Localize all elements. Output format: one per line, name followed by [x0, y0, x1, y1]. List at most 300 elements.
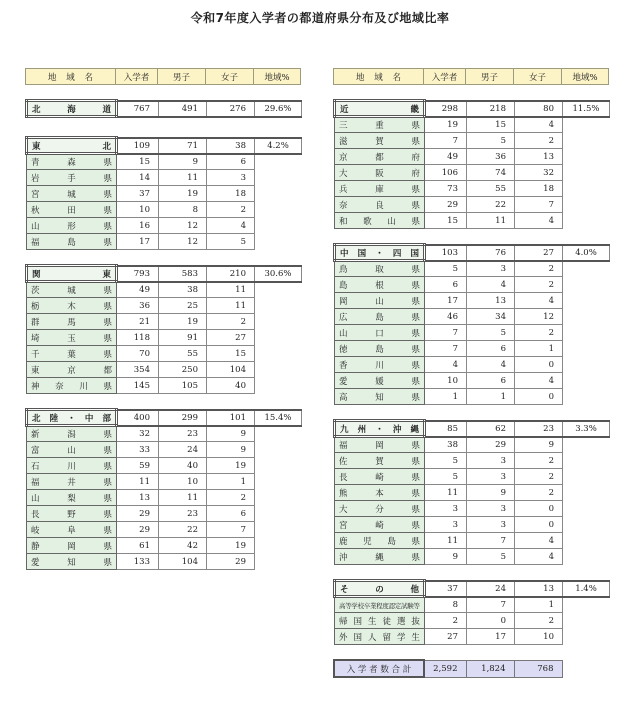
female-cell: 0 [515, 501, 563, 517]
female-cell: 10 [515, 629, 563, 645]
region-name-text [31, 540, 112, 552]
percent-cell: 15.4% [255, 410, 302, 426]
name-char: 鳥 [339, 265, 348, 275]
male-cell: 3 [467, 453, 515, 469]
male-cell: 34 [467, 309, 515, 325]
region-name-text [31, 524, 112, 536]
grand-total-male: 1,824 [466, 660, 514, 677]
prefecture-row [27, 234, 302, 250]
region-name [27, 330, 117, 346]
name-char: 長 [339, 472, 348, 483]
header-char: 域 [374, 72, 383, 83]
name-char: 歌 [363, 216, 372, 227]
female-cell: 13 [515, 149, 563, 165]
left-column [25, 68, 300, 580]
empty-cell [563, 277, 610, 293]
name-char: 知 [67, 557, 76, 568]
name-char: 宮 [31, 189, 40, 200]
empty-cell [563, 197, 610, 213]
total-cell: 29 [117, 506, 159, 522]
empty-cell [563, 357, 610, 373]
male-cell: 25 [159, 298, 207, 314]
total-cell: 49 [425, 149, 467, 165]
female-cell: 2 [515, 613, 563, 629]
name-char: ・ [375, 248, 384, 259]
prefecture-row [335, 597, 610, 613]
name-char: 県 [103, 158, 112, 168]
male-cell: 38 [159, 282, 207, 298]
region-name-text [31, 492, 112, 504]
female-cell: 19 [207, 538, 255, 554]
prefecture-row [335, 117, 610, 133]
name-char: 九 [340, 424, 349, 435]
total-cell: 32 [117, 426, 159, 442]
empty-cell [255, 474, 302, 490]
region-name [335, 549, 425, 565]
empty-cell [255, 362, 302, 378]
female-cell: 2 [515, 453, 563, 469]
name-char: 庫 [375, 184, 384, 195]
male-cell: 9 [159, 154, 207, 170]
female-cell: 4 [207, 218, 255, 234]
name-char: 崎 [375, 520, 384, 531]
male-cell: 23 [159, 426, 207, 442]
region-name-text [339, 119, 420, 131]
prefecture-row [335, 517, 610, 533]
region-name [27, 298, 117, 314]
empty-cell [255, 298, 302, 314]
region-name [335, 501, 425, 517]
empty-cell [255, 186, 302, 202]
female-cell: 18 [515, 181, 563, 197]
region-name [335, 437, 425, 453]
empty-cell [563, 597, 610, 613]
prefecture-row [335, 197, 610, 213]
male-cell: 5 [467, 325, 515, 341]
total-cell: 109 [117, 138, 159, 154]
name-char: 国 [357, 248, 367, 259]
region-name-text [339, 535, 420, 547]
region-name-text [32, 103, 111, 115]
female-cell: 104 [207, 362, 255, 378]
region-group [333, 419, 610, 565]
region-name-text [31, 348, 112, 360]
prefecture-row [335, 501, 610, 517]
name-char: 国 [353, 632, 362, 643]
name-char: 岐 [31, 525, 40, 536]
empty-cell [563, 117, 610, 133]
name-char: 府 [411, 152, 420, 163]
name-char: 府 [411, 168, 420, 179]
name-char: 良 [375, 200, 384, 211]
name-char: 山 [67, 445, 76, 456]
name-char: 帰 [339, 616, 348, 627]
female-cell: 0 [515, 357, 563, 373]
name-char: 選 [396, 616, 406, 627]
prefecture-row [335, 165, 610, 181]
male-cell: 6 [467, 341, 515, 357]
region-name [335, 629, 425, 645]
total-cell: 16 [117, 218, 159, 234]
name-char: 県 [103, 189, 112, 200]
region-group [333, 243, 610, 405]
empty-cell [563, 469, 610, 485]
region-name [27, 266, 117, 282]
region-name [27, 538, 117, 554]
prefecture-row [335, 613, 610, 629]
header-region [334, 69, 424, 85]
prefecture-row [335, 309, 610, 325]
female-cell: 18 [207, 186, 255, 202]
name-char: 広 [339, 312, 348, 323]
region-group [25, 136, 302, 250]
name-char: 海 [67, 104, 76, 115]
name-char: 梨 [67, 493, 76, 504]
total-cell: 19 [425, 117, 467, 133]
region-name-text [339, 263, 420, 275]
total-cell: 8 [425, 597, 467, 613]
name-char: 県 [411, 216, 420, 227]
name-char: 沖 [392, 424, 402, 435]
region-name [27, 202, 117, 218]
name-char: 東 [32, 141, 41, 152]
region-name [27, 410, 117, 426]
name-char: 都 [103, 365, 112, 376]
male-cell: 3 [467, 261, 515, 277]
male-cell: 218 [467, 101, 515, 117]
region-name-text [339, 135, 420, 147]
empty-cell [563, 613, 610, 629]
name-char: 山 [31, 493, 40, 504]
female-cell: 7 [207, 522, 255, 538]
prefecture-row [27, 330, 302, 346]
region-name [335, 485, 425, 501]
empty-cell [563, 517, 610, 533]
empty-cell [255, 330, 302, 346]
male-cell: 1 [467, 389, 515, 405]
name-char: 長 [31, 509, 40, 520]
percent-cell: 4.2% [255, 138, 302, 154]
empty-cell [563, 181, 610, 197]
grand-total-label: 入 学 者 数 合 計 [334, 660, 424, 677]
region-name [335, 357, 425, 373]
male-cell: 3 [467, 517, 515, 533]
prefecture-row [27, 202, 302, 218]
male-cell: 11 [159, 170, 207, 186]
region-name-text [339, 601, 420, 610]
name-char: 本 [375, 488, 384, 499]
prefecture-row [335, 213, 610, 229]
name-char: 県 [411, 265, 420, 275]
male-cell: 55 [159, 346, 207, 362]
female-cell: 1 [207, 474, 255, 490]
male-cell: 6 [467, 373, 515, 389]
female-cell: 101 [207, 410, 255, 426]
region-name [335, 341, 425, 357]
header-char: 地 [48, 72, 57, 83]
name-char: 木 [67, 301, 76, 312]
name-char: 島 [375, 344, 384, 355]
region-name [27, 282, 117, 298]
region-name-text [31, 284, 112, 296]
name-char: 県 [103, 445, 112, 456]
total-cell: 17 [425, 293, 467, 309]
total-cell: 7 [425, 133, 467, 149]
name-char: 県 [103, 349, 112, 360]
empty-cell [563, 549, 610, 565]
total-cell: 106 [425, 165, 467, 181]
name-char: 岡 [67, 541, 76, 552]
region-name [335, 117, 425, 133]
female-cell: 23 [515, 421, 563, 437]
total-cell: 7 [425, 341, 467, 357]
total-cell: 133 [117, 554, 159, 570]
name-char: 栃 [31, 301, 40, 312]
region-name-text [31, 508, 112, 520]
region-name-text [31, 332, 112, 344]
total-cell: 27 [425, 629, 467, 645]
female-cell: 32 [515, 165, 563, 181]
name-char: 川 [375, 360, 384, 371]
name-char: 形 [67, 221, 76, 232]
name-char: 知 [375, 392, 384, 403]
name-char: 県 [103, 173, 112, 184]
prefecture-row [27, 490, 302, 506]
name-char: 川 [79, 381, 88, 392]
prefecture-row [27, 442, 302, 458]
name-char: 留 [382, 632, 391, 643]
female-cell: 1 [515, 341, 563, 357]
total-cell: 400 [117, 410, 159, 426]
header-male: 男子 [466, 69, 514, 85]
prefecture-row [335, 373, 610, 389]
name-char: 福 [31, 237, 40, 248]
total-cell: 118 [117, 330, 159, 346]
male-cell: 5 [467, 133, 515, 149]
region-name [27, 234, 117, 250]
region-name-text [31, 444, 112, 456]
region-name-text [339, 343, 420, 355]
empty-cell [255, 506, 302, 522]
prefecture-row [335, 261, 610, 277]
male-cell: 91 [159, 330, 207, 346]
region-name-text [31, 476, 112, 488]
grand-total-female: 768 [514, 660, 562, 677]
name-char: 関 [32, 269, 41, 280]
name-char: 井 [67, 477, 76, 488]
prefecture-row [335, 437, 610, 453]
empty-cell [563, 309, 610, 325]
male-cell: 13 [467, 293, 515, 309]
region-name [27, 474, 117, 490]
total-cell: 3 [425, 517, 467, 533]
empty-cell [563, 293, 610, 309]
empty-cell [255, 554, 302, 570]
female-cell: 2 [515, 133, 563, 149]
prefecture-row [27, 522, 302, 538]
total-cell: 5 [425, 261, 467, 277]
region-name-text [339, 167, 420, 179]
page-title: 令和7年度入学者の都道府県分布及び地域比率 [190, 11, 450, 25]
male-cell: 11 [159, 490, 207, 506]
male-cell: 10 [159, 474, 207, 490]
name-char: 賀 [375, 456, 384, 467]
region-group [25, 408, 302, 570]
header-char: 名 [392, 72, 401, 83]
male-cell: 9 [467, 485, 515, 501]
total-cell: 10 [425, 373, 467, 389]
total-cell: 38 [425, 437, 467, 453]
name-char: 県 [411, 200, 420, 211]
name-char: 縄 [375, 552, 384, 563]
prefecture-row [27, 538, 302, 554]
female-cell: 2 [515, 469, 563, 485]
total-cell: 17 [117, 234, 159, 250]
name-char: 山 [339, 328, 348, 339]
column-header [25, 68, 301, 85]
prefecture-row [335, 357, 610, 373]
region-name-text [339, 359, 420, 371]
empty-cell [563, 149, 610, 165]
name-char: 島 [375, 312, 384, 323]
name-char: 秋 [31, 205, 40, 216]
name-char: 国 [353, 616, 362, 627]
region-name-text [31, 204, 112, 216]
total-cell: 85 [425, 421, 467, 437]
region-summary-row [335, 421, 610, 437]
region-name [335, 197, 425, 213]
name-char: 熊 [339, 488, 348, 499]
region-name-text [32, 412, 111, 424]
header-region [26, 69, 116, 85]
name-char: 手 [67, 173, 76, 184]
name-char: 葉 [67, 349, 76, 360]
name-char: 県 [103, 541, 112, 552]
region-name [335, 277, 425, 293]
region-name [27, 442, 117, 458]
female-cell: 210 [207, 266, 255, 282]
grand-total-count: 2,592 [424, 660, 466, 677]
male-cell: 24 [467, 581, 515, 597]
empty-cell [255, 346, 302, 362]
prefecture-row [27, 186, 302, 202]
region-name-text [31, 172, 112, 184]
name-char: 岩 [31, 173, 40, 184]
female-cell: 4 [515, 373, 563, 389]
name-char: 三 [339, 121, 348, 131]
female-cell: 4 [515, 549, 563, 565]
name-char: 山 [375, 296, 384, 307]
name-char: 中 [84, 413, 94, 424]
empty-cell [255, 314, 302, 330]
region-name [335, 261, 425, 277]
empty-cell [255, 442, 302, 458]
region-name-text [339, 615, 420, 627]
total-cell: 46 [425, 309, 467, 325]
total-cell: 1 [425, 389, 467, 405]
name-char: 県 [411, 488, 420, 499]
female-cell: 11 [207, 282, 255, 298]
percent-cell: 1.4% [563, 581, 610, 597]
female-cell: 2 [515, 277, 563, 293]
prefecture-row [335, 325, 610, 341]
female-cell: 3 [207, 170, 255, 186]
prefecture-row [27, 426, 302, 442]
right-column [333, 68, 608, 678]
empty-cell [563, 453, 610, 469]
empty-cell [563, 165, 610, 181]
name-char: 岡 [339, 296, 348, 307]
prefecture-row [27, 170, 302, 186]
female-cell: 15 [207, 346, 255, 362]
male-cell: 583 [159, 266, 207, 282]
name-char: 県 [103, 461, 112, 472]
total-cell: 70 [117, 346, 159, 362]
region-summary-row [335, 101, 610, 117]
name-char: 川 [67, 461, 76, 472]
header-char: 域 [66, 72, 75, 83]
empty-cell [255, 522, 302, 538]
name-char: 人 [367, 632, 377, 643]
name-char: 県 [103, 237, 112, 248]
region-name [27, 346, 117, 362]
name-char: 鹿 [339, 536, 348, 547]
total-cell: 10 [117, 202, 159, 218]
female-cell: 80 [515, 101, 563, 117]
name-char: 重 [375, 121, 384, 131]
total-cell: 11 [117, 474, 159, 490]
prefecture-row [335, 533, 610, 549]
name-char: 道 [102, 104, 111, 115]
male-cell: 4 [467, 357, 515, 373]
percent-cell: 30.6% [255, 266, 302, 282]
name-char: 県 [411, 136, 420, 147]
region-name-text [339, 503, 420, 515]
region-name-text [339, 199, 420, 211]
region-name [27, 170, 117, 186]
female-cell: 9 [515, 437, 563, 453]
region-name-text [31, 220, 112, 232]
male-cell: 36 [467, 149, 515, 165]
region-name [27, 138, 117, 154]
region-name-text [339, 183, 420, 195]
region-name-text [32, 268, 111, 280]
name-char: 野 [67, 509, 76, 520]
name-char: 畿 [410, 104, 419, 115]
total-cell: 793 [117, 266, 159, 282]
male-cell: 3 [467, 469, 515, 485]
region-name [335, 533, 425, 549]
female-cell: 9 [207, 442, 255, 458]
name-char: 抜 [411, 616, 420, 627]
region-summary-row [27, 410, 302, 426]
name-char: 千 [31, 349, 40, 360]
region-name-text [339, 311, 420, 323]
region-name-text [339, 471, 420, 483]
total-cell: 145 [117, 378, 159, 394]
region-name-text [31, 316, 112, 328]
prefecture-row [27, 506, 302, 522]
male-cell: 42 [159, 538, 207, 554]
name-char: 県 [411, 552, 420, 563]
female-cell: 7 [515, 197, 563, 213]
name-char: 島 [67, 237, 76, 248]
name-char: 児 [363, 536, 372, 547]
total-cell: 49 [117, 282, 159, 298]
name-char: 賀 [375, 136, 384, 147]
empty-cell [255, 378, 302, 394]
region-name-text [340, 423, 419, 435]
